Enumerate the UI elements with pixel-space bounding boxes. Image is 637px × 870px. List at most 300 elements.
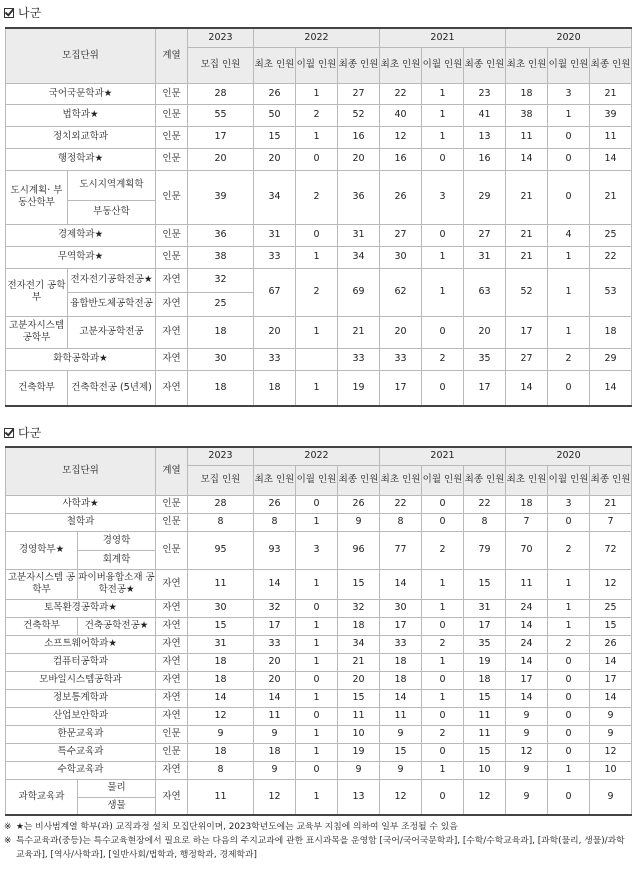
initial-2020: 11 bbox=[506, 126, 548, 148]
final-2021: 11 bbox=[464, 707, 506, 725]
table-row bbox=[6, 635, 632, 653]
recruit-2023: 18 bbox=[188, 671, 254, 689]
initial-2021: 27 bbox=[380, 224, 422, 246]
recruit-2023: 30 bbox=[188, 348, 254, 370]
added-2020: 2 bbox=[548, 348, 590, 370]
added-2020: 1 bbox=[548, 104, 590, 126]
table-row bbox=[6, 671, 632, 689]
major-name: 도시지역계획학 bbox=[68, 170, 156, 200]
recruit-2023: 20 bbox=[188, 148, 254, 170]
final-2020: 15 bbox=[590, 617, 632, 635]
major-name: 융합반도체공학전공 bbox=[68, 292, 156, 316]
initial-2022: 18 bbox=[254, 370, 296, 406]
final-2021: 35 bbox=[464, 348, 506, 370]
final-2022: 9 bbox=[338, 761, 380, 779]
table-row bbox=[6, 370, 632, 406]
added-2020: 0 bbox=[548, 779, 590, 815]
final-2022: 15 bbox=[338, 689, 380, 707]
table-row bbox=[6, 104, 632, 126]
initial-2021: 15 bbox=[380, 743, 422, 761]
added-2020: 1 bbox=[548, 617, 590, 635]
header-year-2021: 2021 bbox=[380, 447, 506, 465]
added-2022: 0 bbox=[296, 761, 338, 779]
category: 인문 bbox=[156, 743, 188, 761]
final-2021: 10 bbox=[464, 761, 506, 779]
category: 자연 bbox=[156, 707, 188, 725]
initial-2021: 8 bbox=[380, 513, 422, 531]
recruit-2023: 28 bbox=[188, 83, 254, 104]
added-2020: 0 bbox=[548, 370, 590, 406]
initial-2020: 9 bbox=[506, 707, 548, 725]
final-2022: 69 bbox=[338, 268, 380, 316]
added-2020: 1 bbox=[548, 316, 590, 348]
dept-name: 법학과★ bbox=[6, 104, 156, 126]
final-2020: 12 bbox=[590, 743, 632, 761]
header-year-2020: 2020 bbox=[506, 447, 632, 465]
admission-table-da bbox=[5, 446, 632, 816]
final-2020: 39 bbox=[590, 104, 632, 126]
added-2021: 2 bbox=[422, 348, 464, 370]
initial-2020: 17 bbox=[506, 316, 548, 348]
header-added: 이월 인원 bbox=[422, 465, 464, 495]
added-2020: 0 bbox=[548, 707, 590, 725]
initial-2022: 14 bbox=[254, 569, 296, 599]
initial-2021: 40 bbox=[380, 104, 422, 126]
category: 자연 bbox=[156, 653, 188, 671]
initial-2021: 20 bbox=[380, 316, 422, 348]
dept-name: 모바일시스템공학과 bbox=[6, 671, 156, 689]
table-row bbox=[6, 170, 632, 200]
dept-name: 전자전기 공학부 bbox=[6, 268, 68, 316]
header-added: 이월 인원 bbox=[422, 47, 464, 83]
category: 자연 bbox=[156, 689, 188, 707]
added-2020: 4 bbox=[548, 224, 590, 246]
recruit-2023: 9 bbox=[188, 725, 254, 743]
major-name: 물리 bbox=[78, 779, 156, 797]
recruit-2023: 95 bbox=[188, 531, 254, 569]
initial-2020: 21 bbox=[506, 224, 548, 246]
initial-2020: 24 bbox=[506, 635, 548, 653]
added-2022: 0 bbox=[296, 707, 338, 725]
recruit-2023: 17 bbox=[188, 126, 254, 148]
category: 인문 bbox=[156, 531, 188, 569]
final-2021: 63 bbox=[464, 268, 506, 316]
dept-name: 무역학과★ bbox=[6, 246, 156, 268]
checkbox-icon bbox=[4, 428, 14, 438]
note-mark: ※ bbox=[4, 822, 12, 832]
added-2020: 0 bbox=[548, 743, 590, 761]
recruit-2023: 12 bbox=[188, 707, 254, 725]
added-2022: 3 bbox=[296, 531, 338, 569]
initial-2022: 33 bbox=[254, 348, 296, 370]
recruit-2023: 14 bbox=[188, 689, 254, 707]
final-2020: 25 bbox=[590, 224, 632, 246]
table-row bbox=[6, 779, 632, 797]
major-name: 전자전기공학전공★ bbox=[68, 268, 156, 292]
dept-name: 고분자시스템 공학부 bbox=[6, 316, 68, 348]
category: 자연 bbox=[156, 370, 188, 406]
final-2021: 31 bbox=[464, 599, 506, 617]
dept-name: 정보통계학과 bbox=[6, 689, 156, 707]
initial-2021: 9 bbox=[380, 761, 422, 779]
category: 자연 bbox=[156, 268, 188, 292]
recruit-2023: 36 bbox=[188, 224, 254, 246]
recruit-2023: 38 bbox=[188, 246, 254, 268]
initial-2020: 14 bbox=[506, 617, 548, 635]
final-2022: 36 bbox=[338, 170, 380, 224]
final-2020: 12 bbox=[590, 569, 632, 599]
category: 자연 bbox=[156, 635, 188, 653]
added-2022: 1 bbox=[296, 513, 338, 531]
dept-name: 산업보안학과 bbox=[6, 707, 156, 725]
table-row bbox=[6, 348, 632, 370]
table-row bbox=[6, 513, 632, 531]
initial-2022: 93 bbox=[254, 531, 296, 569]
added-2022: 0 bbox=[296, 495, 338, 513]
table-row bbox=[6, 725, 632, 743]
added-2022 bbox=[296, 348, 338, 370]
dept-name: 건축학부 bbox=[6, 370, 68, 406]
added-2022: 2 bbox=[296, 170, 338, 224]
recruit-2023: 8 bbox=[188, 513, 254, 531]
category: 자연 bbox=[156, 599, 188, 617]
major-name: 건축공학전공★ bbox=[78, 617, 156, 635]
category: 인문 bbox=[156, 513, 188, 531]
added-2020: 0 bbox=[548, 513, 590, 531]
initial-2021: 12 bbox=[380, 779, 422, 815]
final-2020: 9 bbox=[590, 725, 632, 743]
final-2020: 17 bbox=[590, 671, 632, 689]
category: 자연 bbox=[156, 617, 188, 635]
final-2022: 20 bbox=[338, 671, 380, 689]
final-2021: 20 bbox=[464, 316, 506, 348]
added-2022: 0 bbox=[296, 148, 338, 170]
header-initial: 최초 인원 bbox=[254, 47, 296, 83]
added-2020: 2 bbox=[548, 531, 590, 569]
final-2021: 15 bbox=[464, 569, 506, 599]
category: 인문 bbox=[156, 126, 188, 148]
initial-2021: 26 bbox=[380, 170, 422, 224]
final-2021: 12 bbox=[464, 779, 506, 815]
final-2022: 9 bbox=[338, 513, 380, 531]
added-2022: 1 bbox=[296, 689, 338, 707]
added-2020: 0 bbox=[548, 725, 590, 743]
added-2022: 1 bbox=[296, 617, 338, 635]
added-2021: 0 bbox=[422, 671, 464, 689]
header-initial: 최초 인원 bbox=[380, 465, 422, 495]
final-2020: 10 bbox=[590, 761, 632, 779]
added-2022: 1 bbox=[296, 83, 338, 104]
initial-2021: 11 bbox=[380, 707, 422, 725]
recruit-2023: 18 bbox=[188, 653, 254, 671]
dept-name: 사학과★ bbox=[6, 495, 156, 513]
final-2020: 18 bbox=[590, 316, 632, 348]
initial-2021: 14 bbox=[380, 569, 422, 599]
section-title: 다군 bbox=[18, 426, 42, 440]
initial-2022: 9 bbox=[254, 761, 296, 779]
initial-2022: 33 bbox=[254, 635, 296, 653]
final-2021: 23 bbox=[464, 83, 506, 104]
initial-2020: 9 bbox=[506, 761, 548, 779]
header-recruit: 모집 인원 bbox=[188, 47, 254, 83]
final-2020: 14 bbox=[590, 689, 632, 707]
dept-name: 도시계획· 부동산학부 bbox=[6, 170, 68, 224]
added-2020: 1 bbox=[548, 246, 590, 268]
added-2022: 1 bbox=[296, 316, 338, 348]
table-row bbox=[6, 617, 632, 635]
dept-name: 수학교육과 bbox=[6, 761, 156, 779]
dept-name: 정치외교학과 bbox=[6, 126, 156, 148]
added-2022: 1 bbox=[296, 126, 338, 148]
category: 자연 bbox=[156, 316, 188, 348]
footnotes bbox=[4, 820, 632, 862]
final-2020: 53 bbox=[590, 268, 632, 316]
final-2022: 16 bbox=[338, 126, 380, 148]
final-2021: 8 bbox=[464, 513, 506, 531]
table-row bbox=[6, 316, 632, 348]
major-name: 고분자공학전공 bbox=[68, 316, 156, 348]
final-2021: 13 bbox=[464, 126, 506, 148]
final-2022: 34 bbox=[338, 635, 380, 653]
category: 자연 bbox=[156, 761, 188, 779]
initial-2021: 14 bbox=[380, 689, 422, 707]
final-2022: 34 bbox=[338, 246, 380, 268]
recruit-2023: 18 bbox=[188, 743, 254, 761]
category: 인문 bbox=[156, 246, 188, 268]
added-2021: 3 bbox=[422, 170, 464, 224]
header-initial: 최초 인원 bbox=[380, 47, 422, 83]
final-2020: 14 bbox=[590, 370, 632, 406]
initial-2021: 77 bbox=[380, 531, 422, 569]
initial-2021: 12 bbox=[380, 126, 422, 148]
category: 인문 bbox=[156, 224, 188, 246]
dept-name: 건축학부 bbox=[6, 617, 78, 635]
major-name: 건축학전공 (5년제) bbox=[68, 370, 156, 406]
final-2022: 32 bbox=[338, 599, 380, 617]
initial-2020: 27 bbox=[506, 348, 548, 370]
dept-name: 행정학과★ bbox=[6, 148, 156, 170]
added-2020: 0 bbox=[548, 148, 590, 170]
final-2022: 27 bbox=[338, 83, 380, 104]
added-2021: 1 bbox=[422, 246, 464, 268]
initial-2022: 20 bbox=[254, 653, 296, 671]
admission-table-na bbox=[5, 27, 632, 407]
footnote bbox=[4, 820, 632, 834]
final-2020: 9 bbox=[590, 779, 632, 815]
initial-2020: 14 bbox=[506, 653, 548, 671]
header-final: 최종 인원 bbox=[464, 47, 506, 83]
initial-2020: 7 bbox=[506, 513, 548, 531]
added-2022: 1 bbox=[296, 246, 338, 268]
final-2020: 11 bbox=[590, 126, 632, 148]
table-row bbox=[6, 743, 632, 761]
final-2021: 19 bbox=[464, 653, 506, 671]
initial-2020: 11 bbox=[506, 569, 548, 599]
final-2021: 16 bbox=[464, 148, 506, 170]
final-2021: 22 bbox=[464, 495, 506, 513]
added-2021: 0 bbox=[422, 370, 464, 406]
recruit-2023: 39 bbox=[188, 170, 254, 224]
recruit-2023: 11 bbox=[188, 779, 254, 815]
recruit-2023: 30 bbox=[188, 599, 254, 617]
final-2021: 15 bbox=[464, 689, 506, 707]
added-2021: 1 bbox=[422, 689, 464, 707]
initial-2022: 26 bbox=[254, 83, 296, 104]
initial-2021: 9 bbox=[380, 725, 422, 743]
dept-name: 고분자시스템 공학부 bbox=[6, 569, 78, 599]
header-year-2020: 2020 bbox=[506, 28, 632, 47]
note-mark: ※ bbox=[4, 836, 12, 846]
initial-2022: 20 bbox=[254, 148, 296, 170]
note-text: 특수교육과(중등)는 특수교육현장에서 필요로 하는 다음의 주지교과에 관한 표시과목을 운영함 [국어/국어국문학과], [수학/수학교육과], [과학(물리, 생물)/과학교육과], [역사/사학과], [일반사회/법학과, 행정학과, 경제학과] bbox=[16, 836, 625, 860]
dept-name: 철학과 bbox=[6, 513, 156, 531]
initial-2021: 30 bbox=[380, 246, 422, 268]
header-final: 최종 인원 bbox=[464, 465, 506, 495]
header-recruit: 모집 인원 bbox=[188, 465, 254, 495]
final-2021: 27 bbox=[464, 224, 506, 246]
dept-name: 한문교육과 bbox=[6, 725, 156, 743]
added-2022: 1 bbox=[296, 743, 338, 761]
initial-2020: 18 bbox=[506, 83, 548, 104]
recruit-2023: 25 bbox=[188, 292, 254, 316]
table-row bbox=[6, 653, 632, 671]
added-2021: 1 bbox=[422, 569, 464, 599]
header-unit: 모집단위 bbox=[6, 447, 156, 495]
final-2022: 96 bbox=[338, 531, 380, 569]
category: 자연 bbox=[156, 671, 188, 689]
added-2021: 0 bbox=[422, 707, 464, 725]
initial-2020: 9 bbox=[506, 725, 548, 743]
final-2021: 17 bbox=[464, 370, 506, 406]
added-2021: 1 bbox=[422, 599, 464, 617]
initial-2021: 22 bbox=[380, 495, 422, 513]
added-2022: 2 bbox=[296, 268, 338, 316]
final-2021: 11 bbox=[464, 725, 506, 743]
added-2020: 3 bbox=[548, 83, 590, 104]
header-final: 최종 인원 bbox=[590, 47, 632, 83]
final-2022: 13 bbox=[338, 779, 380, 815]
initial-2022: 9 bbox=[254, 725, 296, 743]
final-2021: 17 bbox=[464, 617, 506, 635]
initial-2022: 31 bbox=[254, 224, 296, 246]
added-2020: 1 bbox=[548, 268, 590, 316]
added-2020: 0 bbox=[548, 653, 590, 671]
final-2022: 31 bbox=[338, 224, 380, 246]
header-added: 이월 인원 bbox=[548, 465, 590, 495]
initial-2022: 33 bbox=[254, 246, 296, 268]
added-2020: 0 bbox=[548, 689, 590, 707]
initial-2020: 52 bbox=[506, 268, 548, 316]
major-name: 회계학 bbox=[78, 550, 156, 569]
category: 인문 bbox=[156, 725, 188, 743]
final-2022: 20 bbox=[338, 148, 380, 170]
final-2020: 26 bbox=[590, 635, 632, 653]
added-2022: 1 bbox=[296, 725, 338, 743]
initial-2021: 18 bbox=[380, 653, 422, 671]
header-unit: 모집단위 bbox=[6, 28, 156, 83]
initial-2022: 15 bbox=[254, 126, 296, 148]
initial-2021: 33 bbox=[380, 348, 422, 370]
final-2022: 26 bbox=[338, 495, 380, 513]
major-name: 부동산학 bbox=[68, 200, 156, 224]
initial-2020: 9 bbox=[506, 779, 548, 815]
table-row bbox=[6, 761, 632, 779]
added-2020: 1 bbox=[548, 761, 590, 779]
initial-2022: 18 bbox=[254, 743, 296, 761]
initial-2020: 12 bbox=[506, 743, 548, 761]
added-2021: 0 bbox=[422, 513, 464, 531]
recruit-2023: 55 bbox=[188, 104, 254, 126]
table-header-row bbox=[6, 28, 632, 47]
added-2020: 1 bbox=[548, 569, 590, 599]
header-year-2021: 2021 bbox=[380, 28, 506, 47]
initial-2021: 30 bbox=[380, 599, 422, 617]
added-2021: 0 bbox=[422, 617, 464, 635]
initial-2021: 17 bbox=[380, 617, 422, 635]
added-2022: 0 bbox=[296, 599, 338, 617]
category: 자연 bbox=[156, 292, 188, 316]
final-2020: 9 bbox=[590, 707, 632, 725]
initial-2020: 38 bbox=[506, 104, 548, 126]
final-2022: 19 bbox=[338, 370, 380, 406]
initial-2020: 21 bbox=[506, 170, 548, 224]
header-year-2022: 2022 bbox=[254, 447, 380, 465]
initial-2021: 17 bbox=[380, 370, 422, 406]
added-2022: 1 bbox=[296, 779, 338, 815]
header-initial: 최초 인원 bbox=[254, 465, 296, 495]
table-row bbox=[6, 246, 632, 268]
initial-2020: 70 bbox=[506, 531, 548, 569]
header-initial: 최초 인원 bbox=[506, 47, 548, 83]
added-2021: 0 bbox=[422, 148, 464, 170]
major-name: 생물 bbox=[78, 797, 156, 815]
added-2021: 1 bbox=[422, 104, 464, 126]
initial-2022: 8 bbox=[254, 513, 296, 531]
added-2020: 1 bbox=[548, 599, 590, 617]
final-2022: 15 bbox=[338, 569, 380, 599]
section-header-na bbox=[4, 4, 41, 21]
header-final: 최종 인원 bbox=[590, 465, 632, 495]
checkbox-icon bbox=[4, 8, 14, 18]
initial-2022: 32 bbox=[254, 599, 296, 617]
final-2022: 33 bbox=[338, 348, 380, 370]
table-row bbox=[6, 707, 632, 725]
header-year-2023: 2023 bbox=[188, 28, 254, 47]
final-2021: 41 bbox=[464, 104, 506, 126]
final-2021: 79 bbox=[464, 531, 506, 569]
final-2020: 21 bbox=[590, 495, 632, 513]
dept-name: 경제학과★ bbox=[6, 224, 156, 246]
table-row bbox=[6, 689, 632, 707]
major-name: 경영학 bbox=[78, 531, 156, 550]
initial-2022: 20 bbox=[254, 316, 296, 348]
initial-2022: 26 bbox=[254, 495, 296, 513]
dept-name: 과학교육과 bbox=[6, 779, 78, 815]
dept-name: 경영학부★ bbox=[6, 531, 78, 569]
added-2021: 0 bbox=[422, 779, 464, 815]
added-2020: 3 bbox=[548, 495, 590, 513]
final-2020: 22 bbox=[590, 246, 632, 268]
initial-2021: 62 bbox=[380, 268, 422, 316]
initial-2020: 17 bbox=[506, 671, 548, 689]
recruit-2023: 18 bbox=[188, 316, 254, 348]
dept-name: 화학공학과★ bbox=[6, 348, 156, 370]
initial-2020: 18 bbox=[506, 495, 548, 513]
initial-2021: 33 bbox=[380, 635, 422, 653]
added-2020: 2 bbox=[548, 635, 590, 653]
added-2022: 2 bbox=[296, 104, 338, 126]
table-row bbox=[6, 531, 632, 550]
